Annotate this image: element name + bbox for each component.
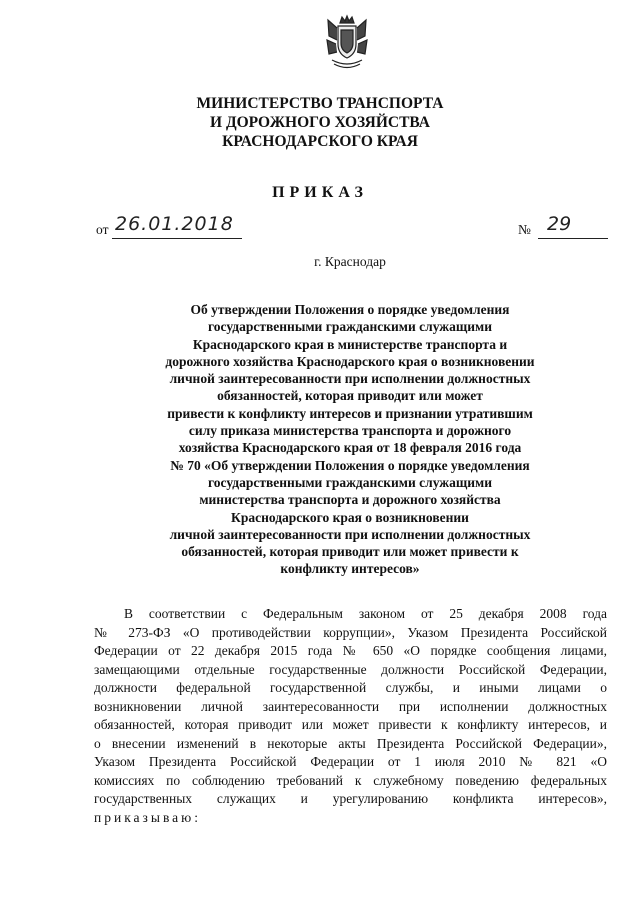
date-underline — [112, 238, 242, 239]
ministry-line: И ДОРОЖНОГО ХОЗЯЙСТВА — [210, 114, 430, 131]
body-line: возникновении личной заинтересованности при исполнении должностных — [94, 698, 607, 714]
title-line: личной заинтересованности при исполнении должностных — [169, 526, 531, 542]
order-title — [100, 301, 600, 578]
title-line: обязанностей, которая приводит или может привести к — [181, 544, 519, 560]
body-line: В соответствии с Федеральным законом от 25 декабря 2008 года — [124, 606, 607, 621]
handwritten-number: 29 — [547, 213, 572, 235]
number-prefix: № — [518, 222, 531, 237]
title-line: Об утверждении Положения о порядке уведомления — [190, 302, 510, 317]
title-line: хозяйства Краснодарского края от 18 февраля 2016 года — [178, 440, 522, 456]
title-line: Краснодарского края о возникновении — [231, 509, 469, 525]
title-line: дорожного хозяйства Краснодарского края о возникновении — [165, 353, 535, 369]
ministry-name — [0, 94, 640, 151]
title-line: Краснодарского края в министерстве транспорта и — [192, 336, 508, 352]
body-line: государственных служащих и урегулированию конфликта интересов», — [94, 791, 607, 806]
title-line: обязанностей, которая приводит или может — [217, 388, 483, 404]
body-line: замещающими отдельные государственные должности Российской Федерации, — [94, 661, 607, 677]
body-line: № 273-ФЗ «О противодействии коррупции», Указом Президента Российской — [94, 624, 607, 640]
ministry-line: МИНИСТЕРСТВО ТРАНСПОРТА — [196, 95, 444, 112]
title-line: № 70 «Об утверждении Положения о порядке уведомления — [170, 457, 530, 473]
body-line: Федерации от 22 декабря 2015 года № 650 «О порядке сообщения лицами, — [94, 643, 607, 658]
title-line: привести к конфликту интересов и признании утратившим — [167, 405, 533, 421]
body-paragraph — [94, 605, 607, 827]
body-line: приказываю: — [94, 809, 201, 825]
title-line: государственными гражданскими служащими — [208, 474, 492, 490]
body-line: комиссиях по соблюдению требований к служебному поведению федеральных — [94, 772, 607, 788]
body-line: Указом Президента Российской Федерации от 1 июля 2010 № 821 «О — [94, 754, 607, 769]
city: г. Краснодар — [314, 254, 386, 269]
title-line: государственными гражданскими служащими — [208, 319, 492, 335]
title-line: силу приказа министерства транспорта и дорожного — [188, 423, 512, 439]
body-line: обязанностей, которая приводит или может привести к конфликту интересов, и — [94, 717, 607, 732]
title-line: министерства транспорта и дорожного хозяйства — [199, 492, 501, 508]
date-prefix: от — [96, 222, 109, 237]
handwritten-date: 26.01.2018 — [115, 213, 234, 235]
title-line: личной заинтересованности при исполнении должностных — [169, 371, 531, 387]
body-line: о внесении изменений в некоторые акты Президента Российской Федерации», — [94, 735, 607, 751]
ministry-line: КРАСНОДАРСКОГО КРАЯ — [222, 133, 418, 150]
title-line: конфликту интересов» — [280, 561, 420, 577]
number-underline — [538, 238, 608, 239]
order-date-number-row — [96, 213, 616, 243]
body-line: должности федеральной государственной службы, и иными лицами о — [94, 680, 607, 695]
coat-of-arms-emblem — [324, 14, 370, 72]
order-heading: ПРИКАЗ — [272, 184, 368, 201]
